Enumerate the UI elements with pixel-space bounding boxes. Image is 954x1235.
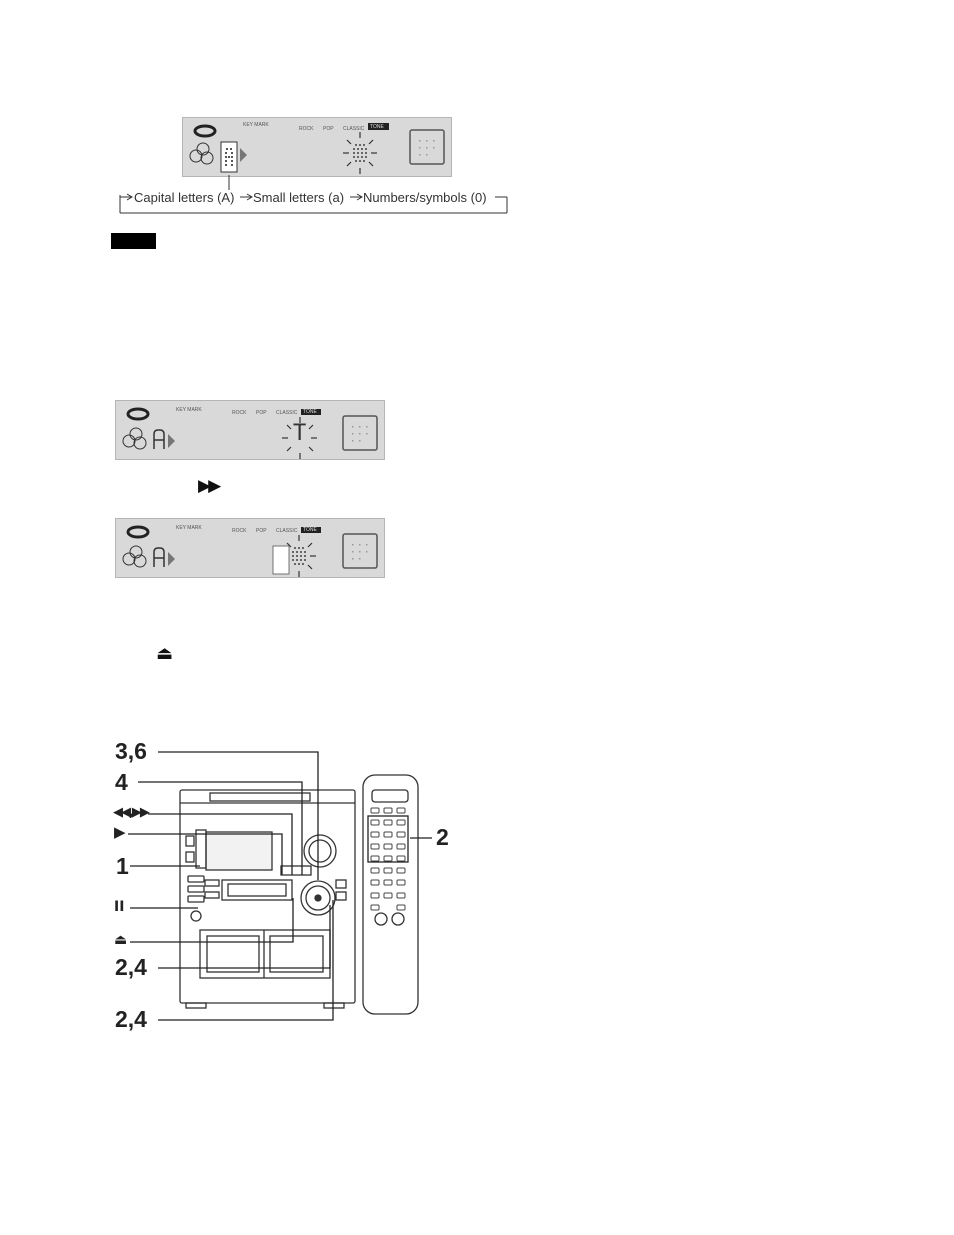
classic-label: CLASSIC [343, 126, 365, 132]
eject-icon: ⏏ [156, 643, 174, 664]
key-mark-label: KEY MARK [176, 525, 202, 531]
sequence-numbers-symbols: Numbers/symbols (0) [363, 190, 487, 205]
key-mark-label: KEY MARK [176, 407, 202, 413]
callout-step-4: 4 [115, 769, 128, 795]
rock-label: ROCK [299, 126, 314, 132]
rock-label: ROCK [232, 410, 247, 416]
tone-label: TONE [370, 124, 384, 130]
fast-forward-icon: ▶▶ [198, 476, 219, 496]
pop-label: POP [323, 126, 334, 132]
classic-label: CLASSIC [276, 410, 298, 416]
classic-label: CLASSIC [276, 528, 298, 534]
callout-step-1: 1 [116, 853, 129, 879]
callout-play-button: ▶ [114, 823, 126, 841]
callout-skip-buttons: ◀◀,▶▶ [113, 805, 148, 820]
callout-pause-button: II [114, 899, 125, 915]
sequence-capital-letters: Capital letters (A) [134, 190, 235, 205]
pop-label: POP [256, 410, 267, 416]
callout-steps-2-4-lower: 2,4 [115, 1006, 147, 1032]
main-unit-display [206, 832, 272, 870]
rock-label: ROCK [232, 528, 247, 534]
tone-label: TONE [303, 527, 317, 533]
callout-step-2-remote: 2 [436, 824, 449, 850]
entered-character: T [293, 421, 307, 446]
callout-steps-2-4-upper: 2,4 [115, 954, 147, 980]
sequence-small-letters: Small letters (a) [253, 190, 345, 205]
callout-eject-button: ⏏ [114, 932, 128, 948]
callout-steps-3-6: 3,6 [115, 738, 147, 764]
cassette-deck [200, 930, 330, 978]
key-mark-label: KEY MARK [243, 122, 269, 128]
pop-label: POP [256, 528, 267, 534]
tone-label: TONE [303, 409, 317, 415]
